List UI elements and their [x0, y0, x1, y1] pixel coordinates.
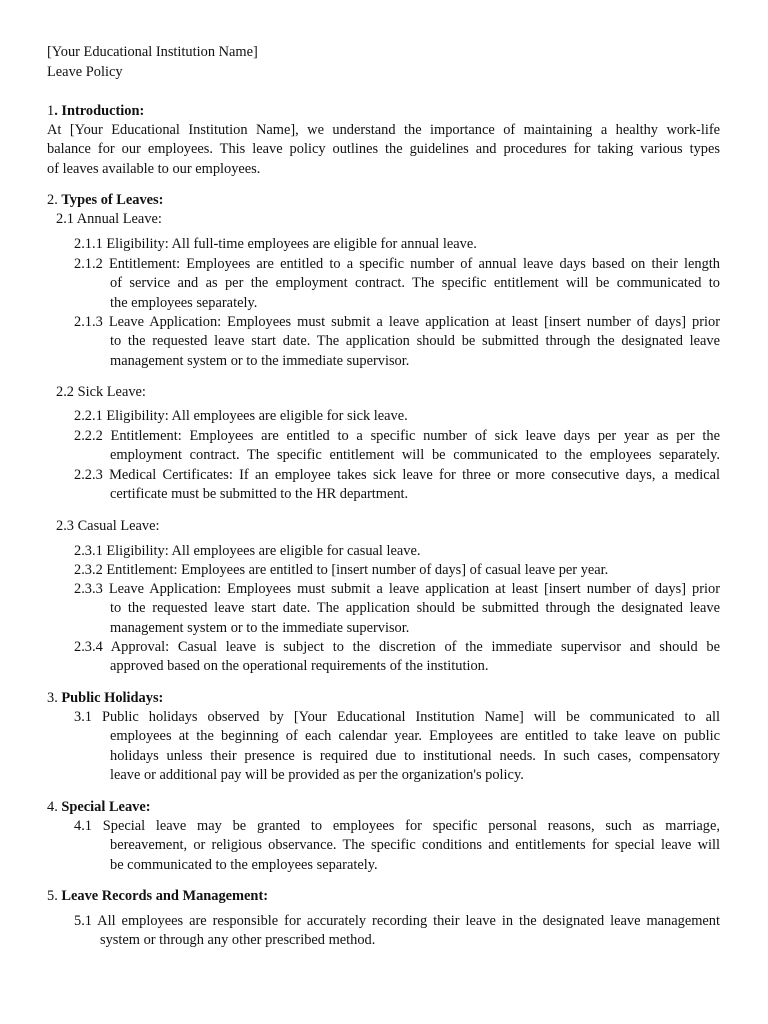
sick-leave-title: 2.2 Sick Leave: [56, 384, 146, 400]
list-item-2-3-2: 2.3.2 Entitlement: Employees are entitled to [insert number of days] of casual leave per year. [74, 562, 609, 578]
list-item-2-2-2: 2.2.2 Entitlement: Employees are entitled to a specific number of sick leave days per year as per the employment contract. The specific entitlement will be communicated to the employees separately. [74, 428, 720, 464]
section-2-heading: 2. Types of Leaves: [47, 192, 164, 208]
list-item-4-1: 4.1 Special leave may be granted to employees for specific personal reasons, such as marriage, bereavement, or religious observance. The specific conditions and entitlements for special leave will be communicated to the employees separately. [74, 818, 720, 873]
casual-leave-title: 2.3 Casual Leave: [56, 518, 160, 534]
list-item-5-1: 5.1 All employees are responsible for accurately recording their leave in the designated leave management system or through any other prescribed method. [74, 913, 720, 949]
section-4-heading: 4. Special Leave: [47, 799, 151, 815]
section-5-heading: 5. Leave Records and Management: [47, 888, 269, 904]
institution-name: [Your Educational Institution Name] [47, 44, 258, 60]
list-item-2-1-2: 2.1.2 Entitlement: Employees are entitled to a specific number of annual leave days based on their length of service and as per the employment contract. The specific entitlement will be communicated to the employees separately. [74, 256, 720, 311]
introduction-paragraph: At [Your Educational Institution Name], we understand the importance of maintaining a healthy work-life balance for our employees. This leave policy outlines the guidelines and procedures for taking various types of leaves available to our employees. [47, 122, 720, 177]
list-item-2-1-3: 2.1.3 Leave Application: Employees must submit a leave application at least [insert number of days] prior to the requested leave start date. The application should be submitted through the designated leave management system or to the immediate supervisor. [74, 314, 720, 369]
list-item-2-3-1: 2.3.1 Eligibility: All employees are eligible for casual leave. [74, 543, 421, 559]
annual-leave-title: 2.1 Annual Leave: [56, 211, 162, 227]
list-item-2-1-1: 2.1.1 Eligibility: All full-time employees are eligible for annual leave. [74, 236, 477, 252]
list-item-2-2-3: 2.2.3 Medical Certificates: If an employee takes sick leave for three or more consecutive days, a medical certificate must be submitted to the HR department. [74, 467, 720, 503]
list-item-2-3-4: 2.3.4 Approval: Casual leave is subject to the discretion of the immediate supervisor and should be approved based on the operational requirements of the institution. [74, 639, 720, 675]
section-3-heading: 3. Public Holidays: [47, 690, 164, 706]
section-1-heading: 1. Introduction: [47, 103, 145, 119]
list-item-2-2-1: 2.2.1 Eligibility: All employees are eligible for sick leave. [74, 408, 408, 424]
document-title: Leave Policy [47, 64, 123, 80]
list-item-3-1: 3.1 Public holidays observed by [Your Educational Institution Name] will be communicated to all employees at the beginning of each calendar year. Employees are entitled to take leave on public holidays unless their presence is required due to institutional needs. In such cases, compensatory leave or additional pay will be provided as per the organization's policy. [74, 709, 720, 784]
list-item-2-3-3: 2.3.3 Leave Application: Employees must submit a leave application at least [insert number of days] prior to the requested leave start date. The application should be submitted through the designated leave management system or to the immediate supervisor. [74, 581, 720, 636]
